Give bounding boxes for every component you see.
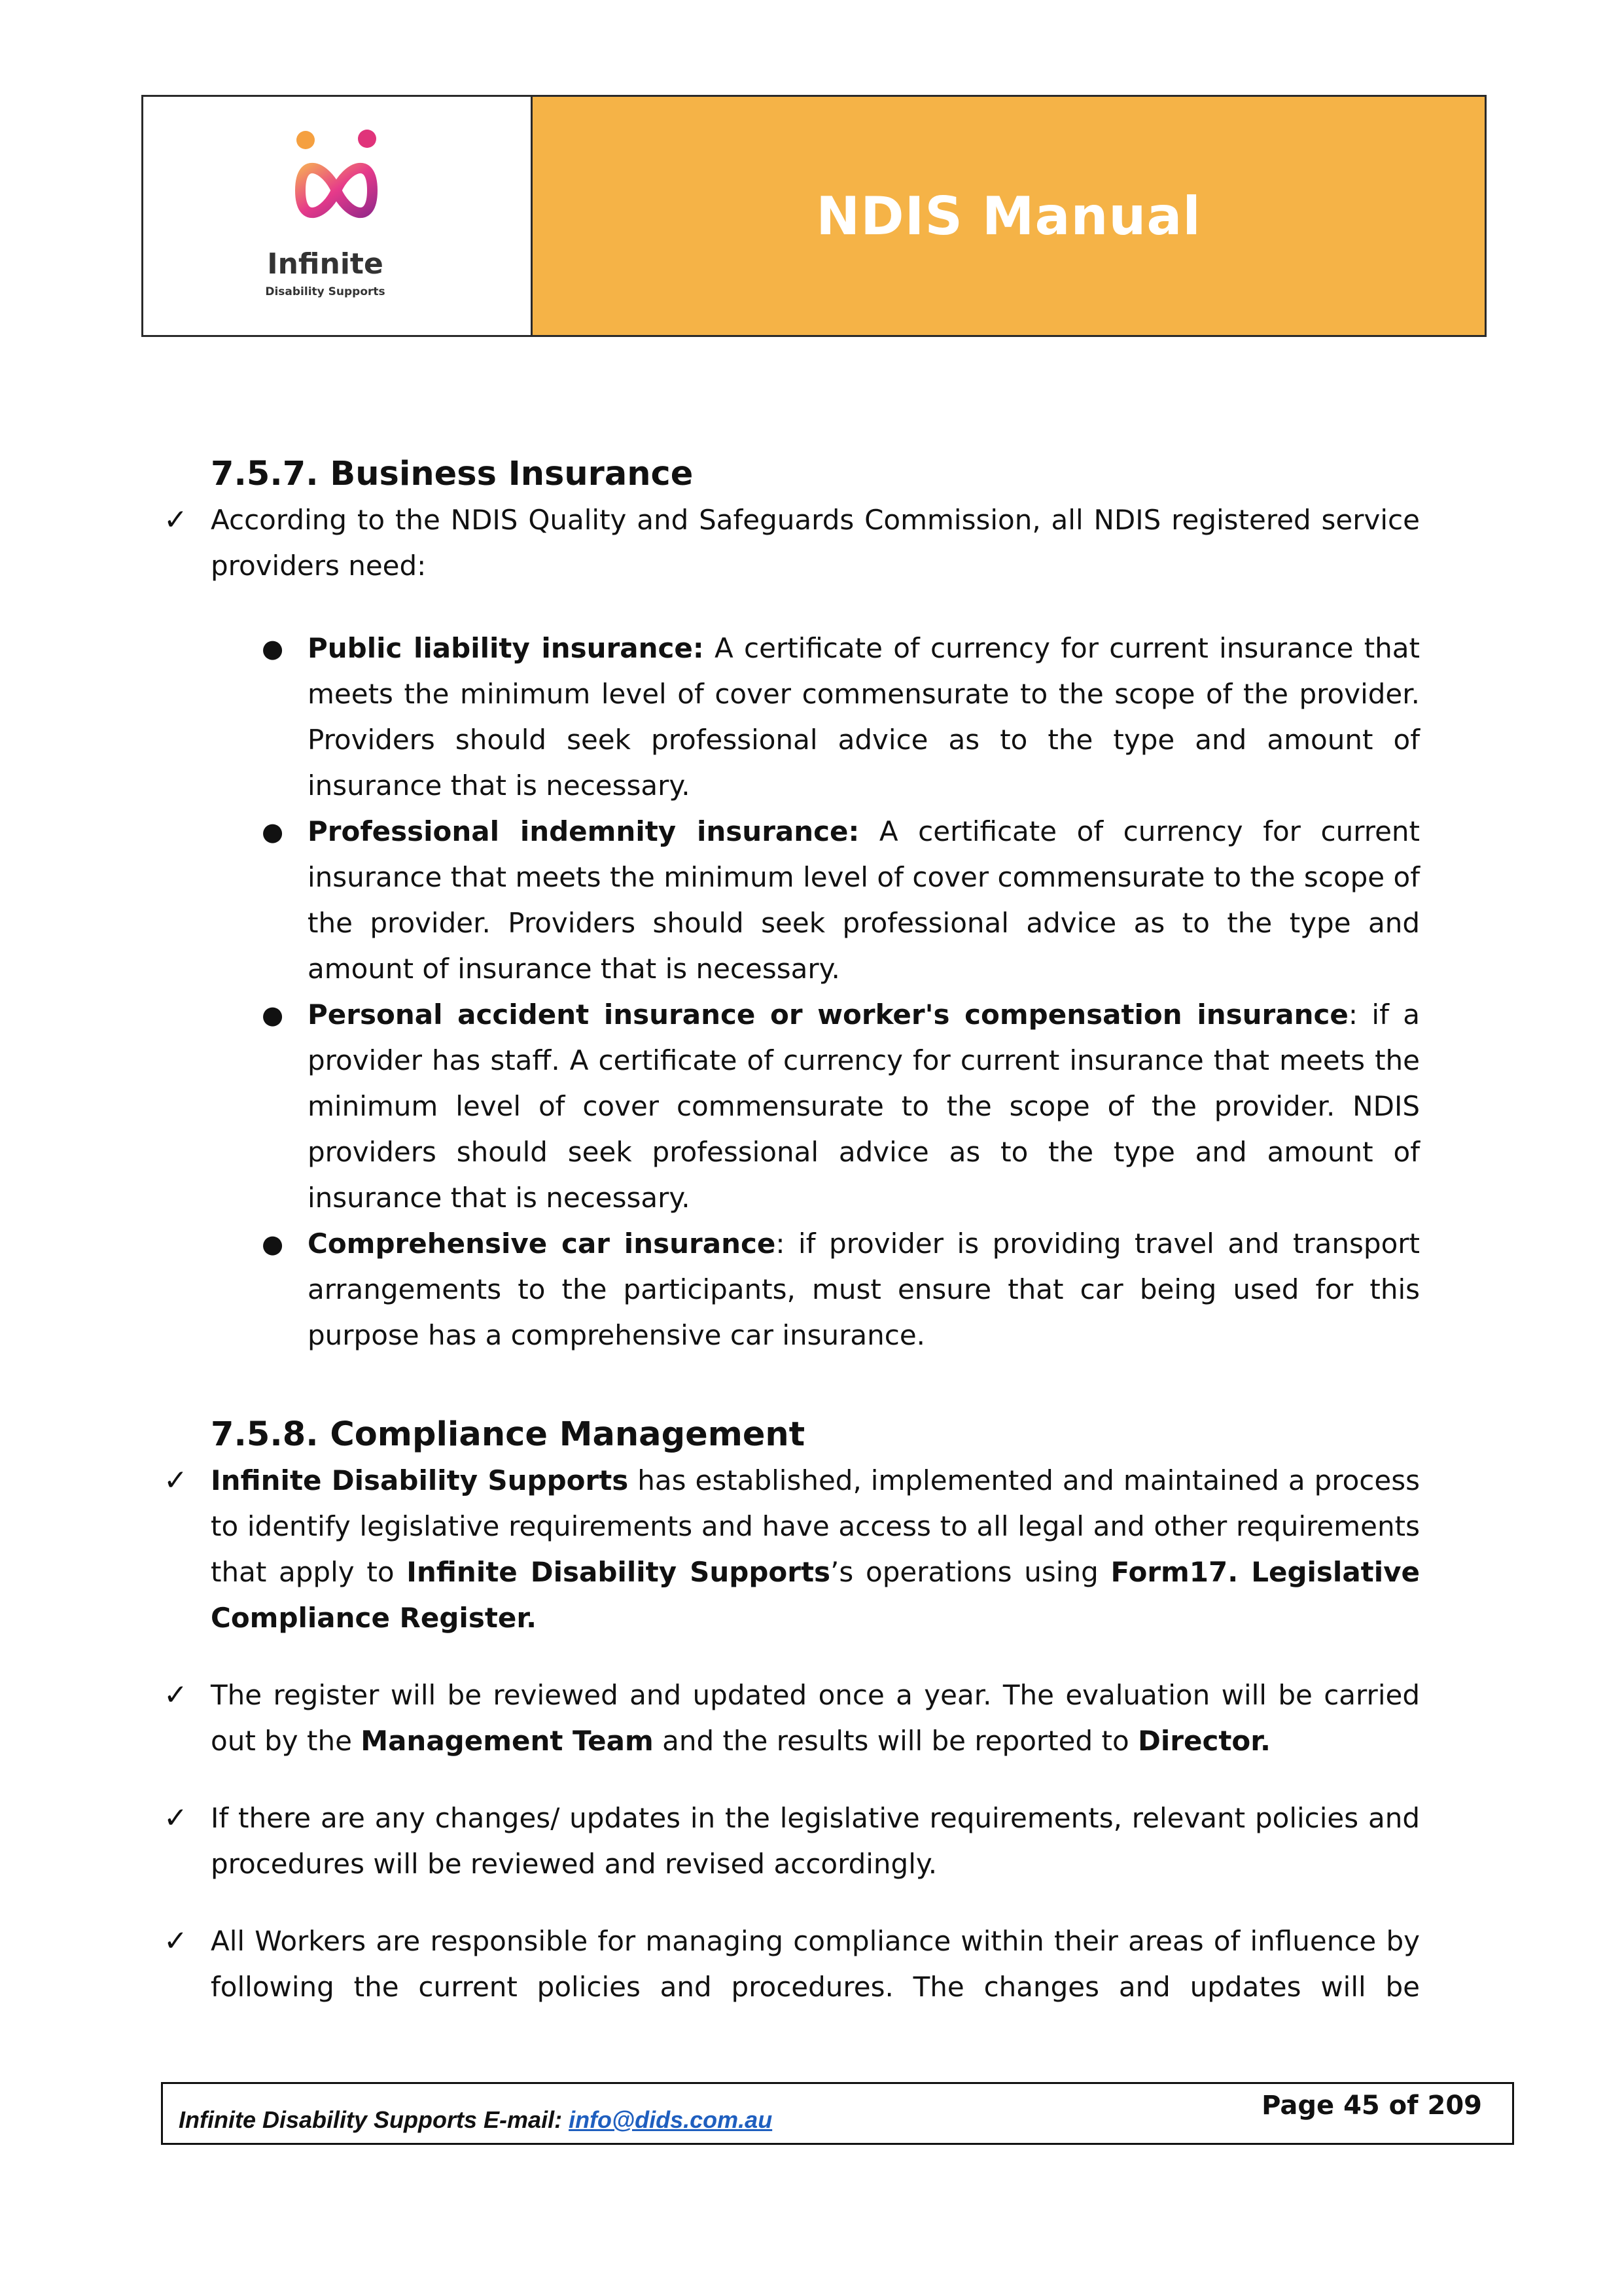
list-item — [262, 809, 1420, 992]
footer-label: Infinite Disability Supports E-mail: — [179, 2106, 569, 2133]
checklist-item — [164, 497, 1420, 589]
list-item — [262, 1221, 1420, 1358]
infinite-logo-icon — [287, 128, 385, 253]
paragraph: If there are any changes/ updates in the legislative requirements, relevant policies and procedures will be reviewed and revised accordingly. — [211, 1802, 1420, 1880]
page-number: Page 45 of 209 — [1262, 2091, 1482, 2121]
bullet-icon: ● — [262, 817, 284, 846]
item-label: Public liability insurance: — [308, 632, 704, 664]
checkmark-icon: ✓ — [164, 503, 188, 537]
bullet-icon: ● — [262, 1229, 284, 1258]
paragraph: All Workers are responsible for managing compliance within their areas of influence by following the current policies and procedures. The changes and updates will be — [211, 1925, 1420, 2003]
item-label: Professional indemnity insurance: — [308, 815, 860, 847]
item-text: A certificate of currency for current insurance that meets the minimum level of cover commensurate to the scope of the provider. Providers should seek professional advice as to the type and amount of insurance that is necessary. — [308, 815, 1420, 985]
email-link[interactable]: info@dids.com.au — [569, 2106, 773, 2133]
insurance-list — [164, 626, 1420, 1358]
section-heading-business-insurance: 7.5.7. Business Insurance — [211, 455, 694, 493]
checkmark-icon: ✓ — [164, 1801, 188, 1835]
bullet-icon: ● — [262, 634, 284, 663]
checkmark-icon: ✓ — [164, 1464, 188, 1497]
bullet-icon: ● — [262, 1000, 284, 1029]
form-reference: Form17. Legislative Compliance Register. — [211, 1556, 1420, 1634]
list-item — [262, 626, 1420, 809]
section-heading-compliance-management: 7.5.8. Compliance Management — [211, 1415, 805, 1454]
checklist-item — [164, 1795, 1420, 1887]
company-name: Infinite Disability Supports — [406, 1556, 831, 1588]
checkmark-icon: ✓ — [164, 1924, 188, 1958]
item-text: : if provider is providing travel and transport arrangements to the participants, must ensure that car being used for this purpose has a comprehensive car insurance. — [308, 1227, 1421, 1351]
company-name: Infinite Disability Supports — [211, 1464, 629, 1496]
item-label: Comprehensive car insurance — [308, 1227, 776, 1260]
footer-contact — [179, 2106, 772, 2134]
page-footer — [161, 2082, 1514, 2145]
logo-cell — [143, 97, 533, 335]
checklist-item — [164, 1918, 1420, 2010]
item-label: Personal accident insurance or worker's compensation insurance — [308, 998, 1349, 1031]
logo-subtitle: Disability Supports — [265, 285, 385, 298]
checkmark-icon: ✓ — [164, 1678, 188, 1712]
checklist-item: ✓ Infinite Disability Supports has established, implemented and maintained a process to identify legislative requirements and have access to all legal and other requirements that apply to Infinite Disability Supports’s operations using Form17. Legislative Compliance Register. — [164, 1458, 1420, 1641]
item-text: A certificate of currency for current insurance that meets the minimum level of cover commensurate to the scope of the provider. Providers should seek professional advice as to the type and amount of insurance that is necessary. — [308, 632, 1420, 802]
document-body — [164, 451, 1420, 2010]
list-item — [262, 992, 1420, 1221]
item-text: : if a provider has staff. A certificate of currency for current insurance that meets the minimum level of cover commensurate to the scope of the provider. NDIS providers should seek professional advice as to the type and amount of insurance that is necessary. — [308, 998, 1420, 1214]
paragraph: According to the NDIS Quality and Safeguards Commission, all NDIS registered service providers need: — [211, 504, 1420, 582]
title-cell — [533, 97, 1485, 335]
page-header — [141, 95, 1487, 337]
logo-name: Infinite — [267, 247, 383, 281]
page-title: NDIS Manual — [816, 185, 1201, 247]
checklist-item: ✓ The register will be reviewed and updated once a year. The evaluation will be carried out by the Management Team and the results will be reported to Director. — [164, 1672, 1420, 1764]
